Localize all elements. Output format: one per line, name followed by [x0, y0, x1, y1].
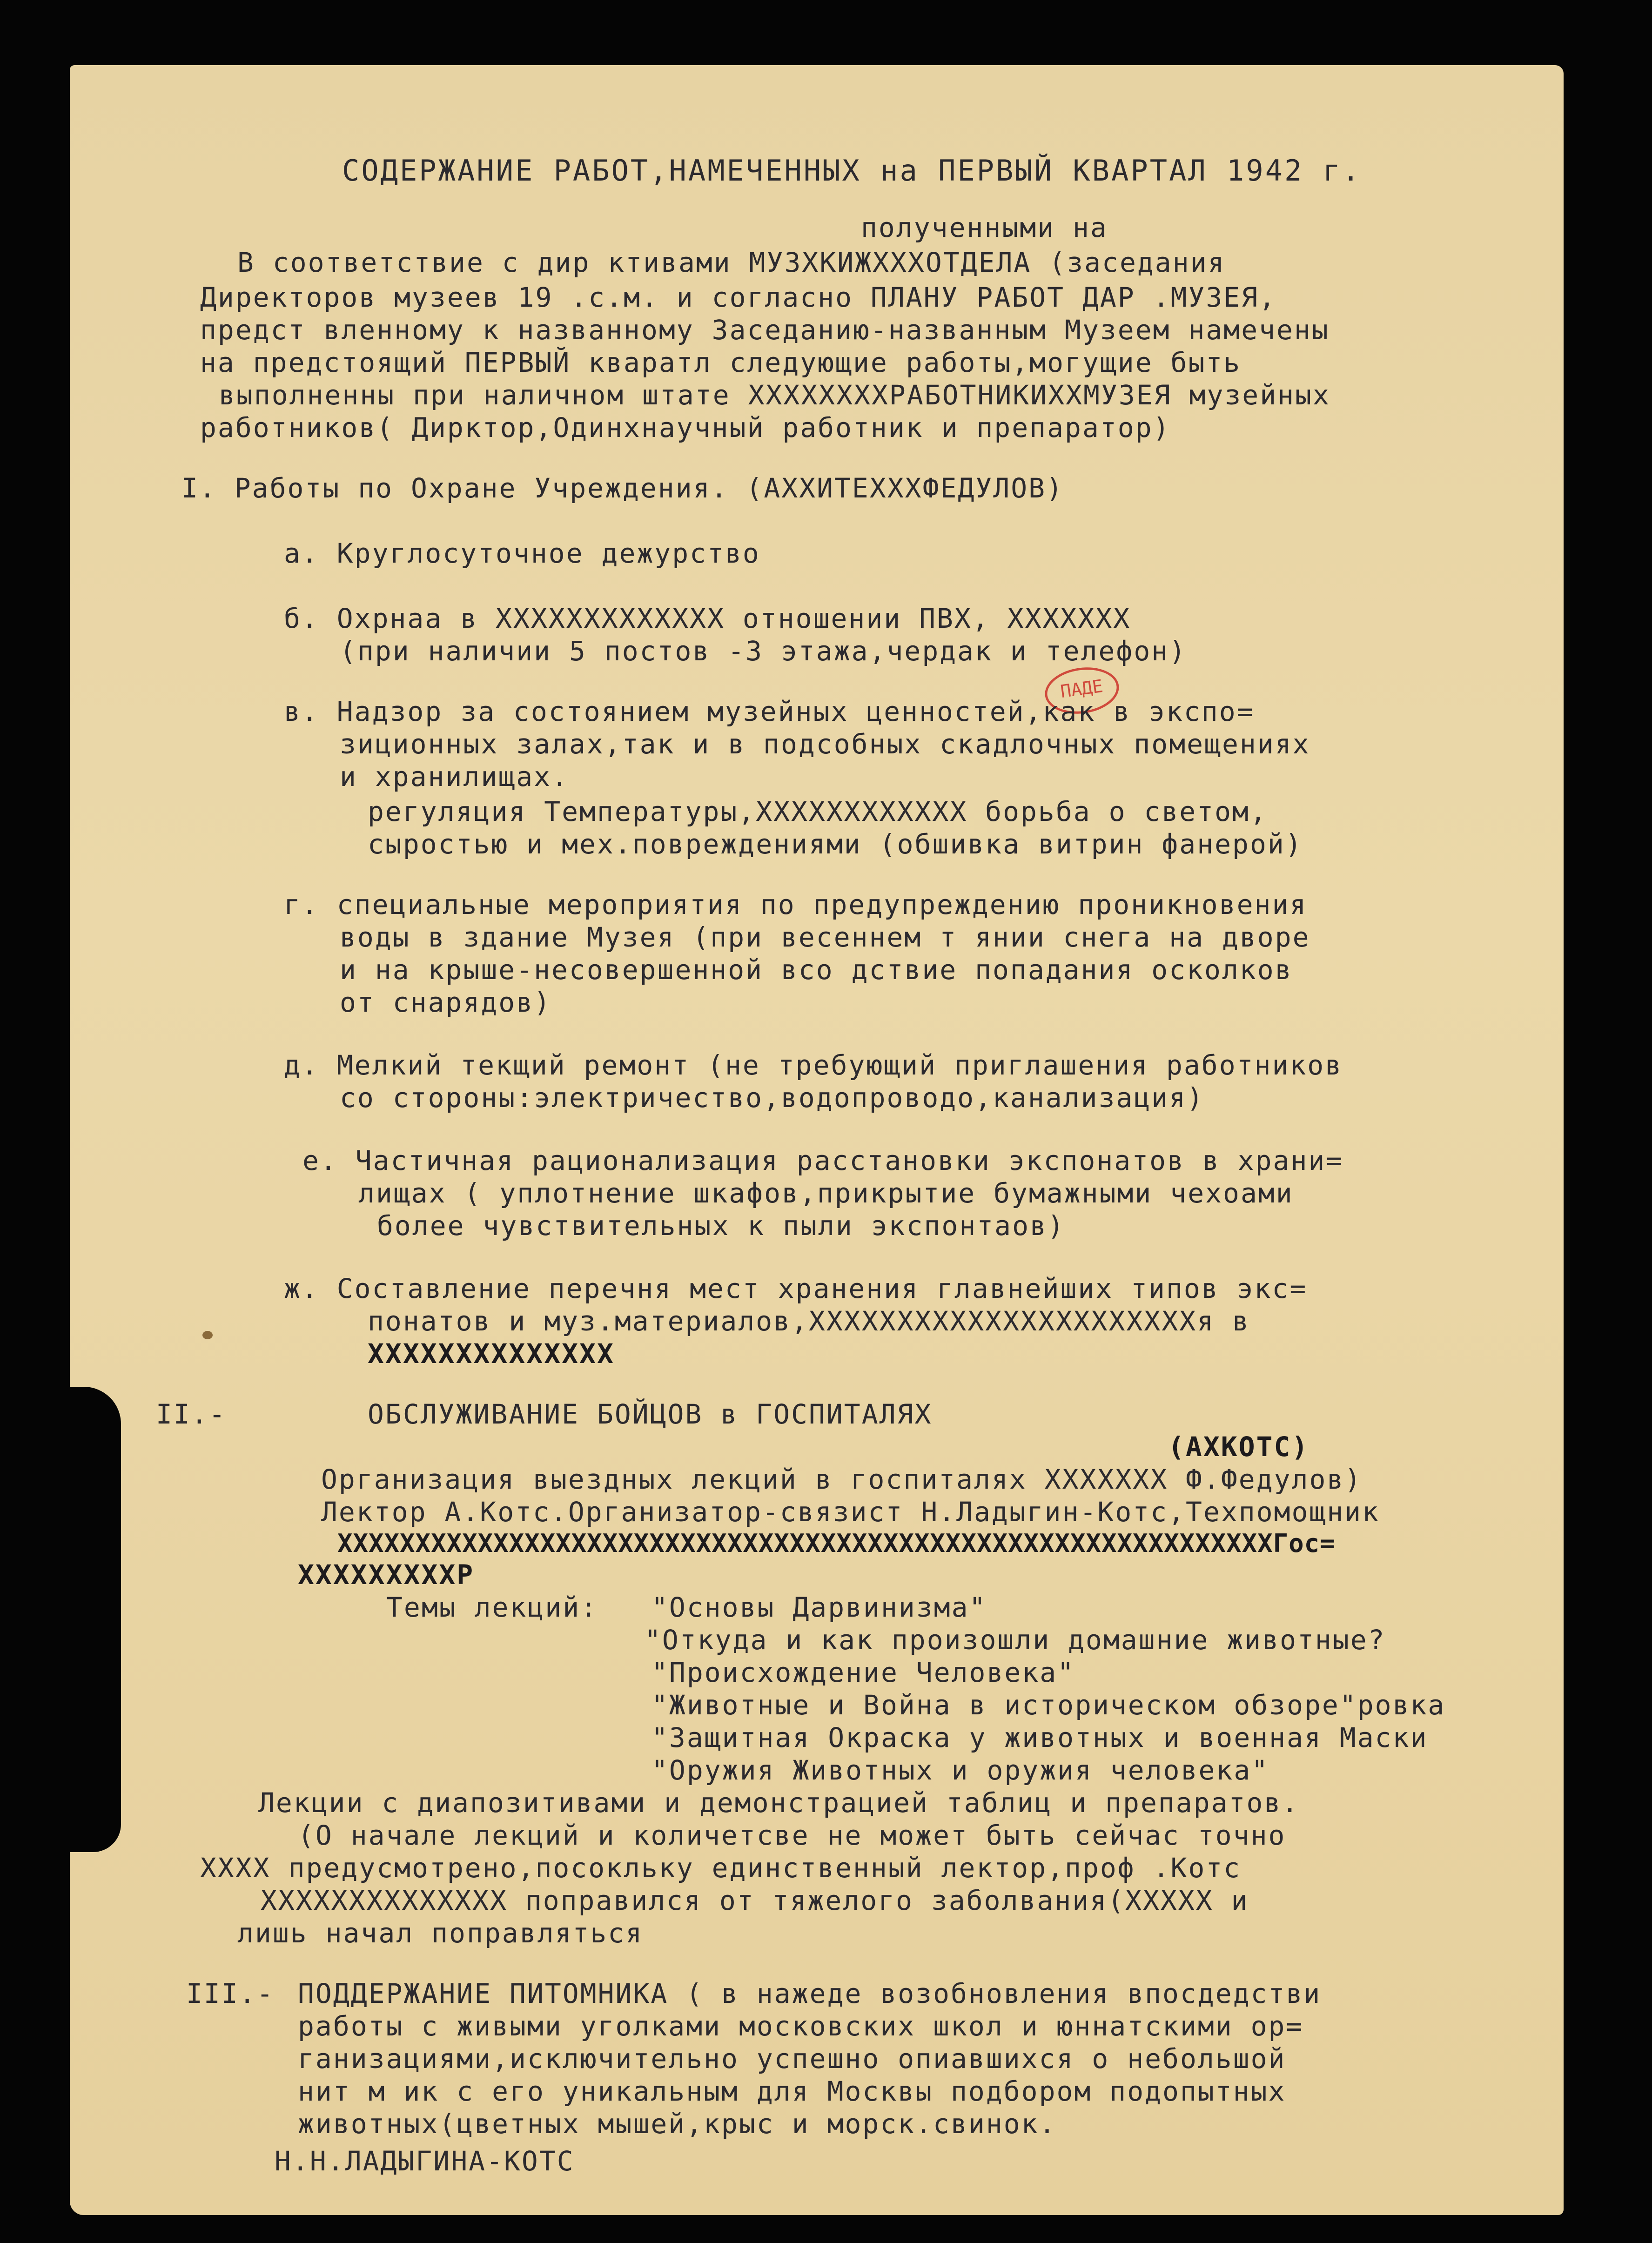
list-item: ХХХХХХХХХХХХХХ — [368, 1338, 615, 1370]
lecture-topic: "Животные и Война в историческом обзоре"ровка — [651, 1689, 1446, 1721]
list-item: ж. Составление перечня мест хранения главнейших типов экс= — [284, 1273, 1308, 1304]
section3-line: ганизациями,исключительно успешно опиавшихся о небольшой — [298, 2043, 1286, 2075]
intro-line: выполненны при наличном штате ХХХХХХХХРАБОТНИКИХХМУЗЕЯ музейных — [219, 379, 1330, 411]
list-item: понатов и муз.материалов,ХХХХХХХХХХХХХХХХХХХХХХя в — [368, 1305, 1250, 1337]
list-item: г. специальные мероприятия по предупреждению проникновения — [284, 889, 1308, 920]
intro-line: работников( Дирктор,Одинхнаучный работник и препаратор) — [200, 412, 1171, 443]
closing-line: (О начале лекций и количетсве не может быть сейчас точно — [298, 1820, 1286, 1851]
ink-spot — [202, 1331, 213, 1339]
intro-line: полученными на — [861, 212, 1108, 243]
section2-heading: ОБСЛУЖИВАНИЕ БОЙЦОВ в ГОСПИТАЛЯХ — [368, 1398, 933, 1430]
closing-line: ХХХХ предусмотрено,посокльку единственный лектор,проф .Котс — [200, 1852, 1242, 1884]
section2-number: II.- — [156, 1398, 227, 1430]
list-item: более чувствительных к пыли экспонтаов) — [377, 1210, 1065, 1242]
list-item: регуляция Температуры,ХХХХХХХХХХХХ борьба о светом, — [368, 796, 1268, 827]
list-item: а. Круглосуточное дежурство — [284, 537, 760, 569]
section2-line: Организация выездных лекций в госпиталях ХХХХХХХ Ф.Федулов) — [321, 1464, 1363, 1495]
lecture-topic: "Защитная Окраска у животных и военная Маски — [651, 1722, 1428, 1753]
signature: Н.Н.ЛАДЫГИНА-КОТС — [275, 2145, 575, 2177]
section2-line: Лектор А.Котс.Организатор-связист Н.Ладыгин-Котс,Техпомощник — [321, 1496, 1380, 1528]
list-item: в. Надзор за состоянием музейных ценностей,как в экспо= — [284, 696, 1255, 727]
torn-edge — [65, 1387, 121, 1852]
list-item: е. Частичная рационализация расстановки экспонатов в храни= — [302, 1145, 1344, 1176]
section1-heading: I. Работы по Охране Учреждения. (АХХИТЕХХХФЕДУЛОВ) — [181, 472, 1064, 504]
lecture-topic: "Откуда и как произошли домашние животные? — [645, 1624, 1386, 1656]
section3-line: животных(цветных мышей,крыс и морск.свинок. — [298, 2108, 1057, 2140]
list-item: д. Мелкий текщий ремонт (не требующий приглашения работников — [284, 1049, 1343, 1081]
list-item: воды в здание Музея (при весеннем т янии снега на дворе — [340, 921, 1310, 953]
intro-line: предст вленному к названному Заседанию-названным Музеем намечены — [200, 314, 1330, 346]
section2-line: ХХХХХХХХХР — [298, 1559, 475, 1591]
intro-line: на предстоящий ПЕРВЫЙ кваратл следующие работы,могущие быть — [200, 347, 1242, 378]
section3-line: ПОДДЕРЖАНИЕ ПИТОМНИКА ( в нажеде возобновления впосдедстви — [298, 1978, 1322, 2009]
closing-line: Лекции с диапозитивами и демонстрацией таблиц и препаратов. — [258, 1787, 1300, 1819]
list-item: и хранилищах. — [340, 761, 569, 792]
list-item: (при наличии 5 постов -3 этажа,чердак и телефон) — [340, 635, 1187, 667]
section3-number: III.- — [186, 1978, 275, 2009]
red-stamp: ПАДЕ — [1042, 663, 1122, 718]
closing-line: ХХХХХХХХХХХХХХ поправился от тяжелого заболвания(ХХХХХ и — [261, 1885, 1249, 1916]
closing-line: лишь начал поправляться — [237, 1917, 644, 1949]
section2-note: (АХКОТС) — [1168, 1431, 1310, 1463]
list-item: лищах ( уплотнение шкафов,прикрытие бумажными чехоами — [358, 1177, 1294, 1209]
lecture-topic: "Основы Дарвинизма" — [651, 1592, 987, 1623]
document-title: СОДЕРЖАНИЕ РАБОТ,НАМЕЧЕННЫХ на ПЕРВЫЙ КВАРТАЛ 1942 г. — [342, 154, 1362, 188]
list-item: от снарядов) — [340, 987, 552, 1018]
section2-line: ХХХХХХХХХХХХХХХХХХХХХХХХХХХХХХХХХХХХХХХХХХХХХХХХХХХХХХХХХХХХГос= — [337, 1529, 1336, 1558]
list-item: сыростью и мех.повреждениями (обшивка витрин фанерой) — [368, 828, 1303, 860]
lecture-topic: "Оружия Животных и оружия человека" — [651, 1754, 1269, 1786]
intro-line: В соответствие с дир ктивами МУЗХКИЖХХХОТДЕЛА (заседания — [237, 247, 1226, 278]
list-item: со стороны:электричество,водопроводо,канализация) — [340, 1082, 1205, 1114]
list-item: зиционных залах,так и в подсобных скадлочных помещениях — [340, 728, 1310, 760]
intro-line: Директоров музеев 19 .с.м. и согласно ПЛАНУ РАБОТ ДАР .МУЗЕЯ, — [200, 282, 1277, 313]
list-item: и на крыше-несовершенной всо дствие попадания осколков — [340, 954, 1293, 986]
list-item: б. Охрнаа в ХХХХХХХХХХХХХ отношении ПВХ, ХХХХХХХ — [284, 603, 1131, 634]
section3-line: нит м ик с его уникальным для Москвы подбором подопытных — [298, 2075, 1286, 2107]
lecture-topic: "Происхождение Человека" — [651, 1657, 1075, 1688]
topics-label: Темы лекций: — [386, 1592, 598, 1623]
section3-line: работы с живыми уголками московских школ и юннатскими ор= — [298, 2010, 1304, 2042]
